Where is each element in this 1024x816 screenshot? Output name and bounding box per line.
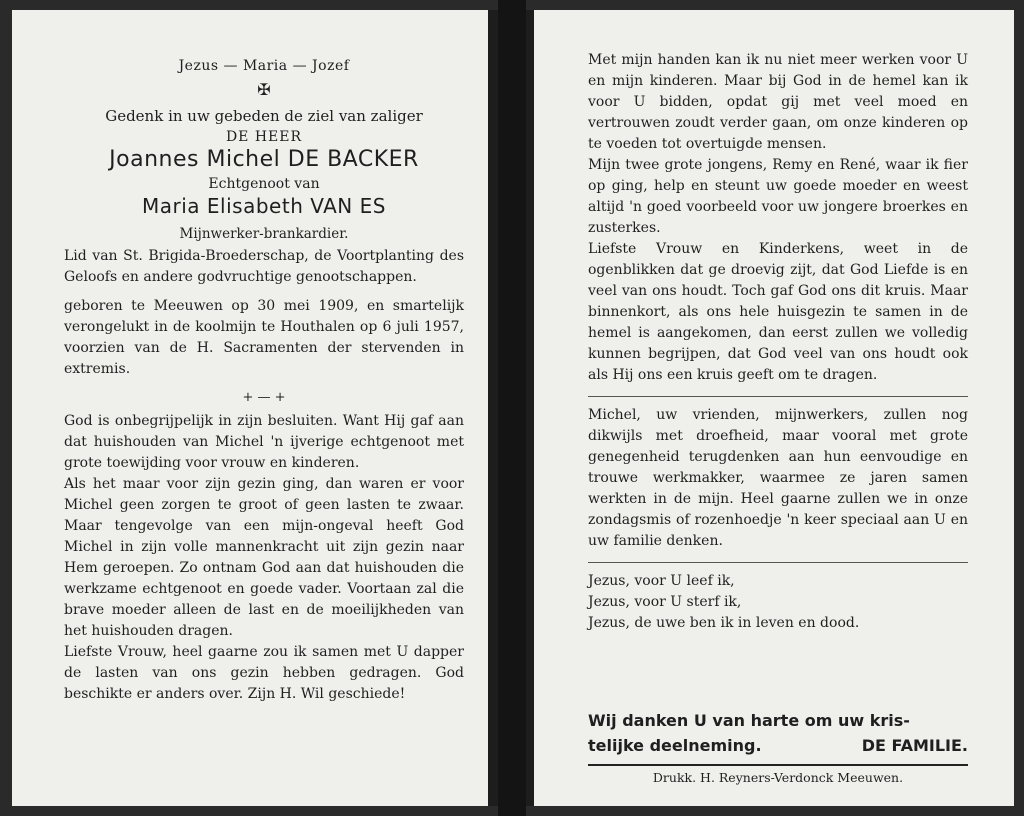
prayer-line-3: Jezus, de uwe ben ik in leven en dood. [588, 615, 860, 631]
bottom-rule [588, 764, 968, 766]
right-card [526, 10, 1014, 806]
thanks-line-2-row [588, 733, 968, 758]
right-paragraph-2: Mijn twee grote jongens, Remy en René, waar ik fier op ging, help en steunt uw goede moeder en weest altijd 'n goed voorbeeld voor uw jongere broerkes en zusterkes. [588, 157, 968, 236]
divider [588, 396, 968, 397]
deceased-name: Joannes Michel DE BACKER [109, 147, 419, 172]
left-card [12, 10, 498, 806]
spouse-label: Echtgenoot van [208, 176, 320, 192]
right-content [588, 50, 968, 785]
family-signature: DE FAMILIE. [861, 736, 968, 755]
right-paragraph-4: Michel, uw vrienden, mijnwerkers, zullen nog dikwijls met droefheid, maar vooral met grote genegenheid terugdenken aan hun eenvoudige en trouwe werkmakker, waarmee ze jaren samen werkten in de mijn. Heel gaarne zullen we in onze zondagsmis of rozenhoedje 'n keer speciaal aan U en uw familie denken. [588, 407, 968, 549]
membership-text: Lid van St. Brigida-Broederschap, de Voortplanting des Geloofs en andere godvruchtige genootschappen. [64, 248, 464, 285]
right-paragraph-1: Met mijn handen kan ik nu niet meer werken voor U en mijn kinderen. Maar bij God in de hemel kan ik voor U bidden, opdat gij met veel moed en vertrouwen zoudt verder gaan, om onze kinderen op te voeden tot overtuigde mensen. [588, 52, 968, 152]
left-paragraph-2: Als het maar voor zijn gezin ging, dan waren er voor Michel geen zorgen te groot of geen lasten te zwaar. Maar tengevolge van een mijn-ongeval heeft God Michel in zijn volle mannenkracht uit zijn gezin naar Hem geroepen. Zo ontnam God aan dat huishouden die werkzame echtgenoot en goede vader. Voortaan zal die brave moeder alleen de last en de moeilijkheden van het huishouden dragen. [64, 476, 464, 639]
thanks-line-2: telijke deelneming. [588, 736, 762, 755]
thanks-block [588, 708, 968, 758]
divider [588, 562, 968, 563]
birth-death-text: geboren te Meeuwen op 30 mei 1909, en smartelijk verongelukt in de koolmijn te Houthalen op 6 juli 1957, voorzien van de H. Sacramenten der stervenden in extremis. [64, 298, 464, 377]
left-paragraph-3: Liefste Vrouw, heel gaarne zou ik samen met U dapper de lasten van ons gezin hebben gedragen. God beschikte er anders over. Zijn H. Wil geschiede! [64, 644, 464, 702]
saints-line: Jezus — Maria — Jozef [178, 58, 350, 74]
right-paragraph-3: Liefste Vrouw en Kinderkens, weet in de ogenblikken dat ge droevig zijt, dat God Liefde is en veel van ons houdt. Toch gaf God ons dit kruis. Maar binnenkort, als ons hele huisgezin te samen in de hemel is aangekomen, dan eerst zullen we volledig kunnen begrijpen, dat God veel van ons houdt ook als Hij ons een kruis geeft om te dragen. [588, 241, 968, 383]
prayer-line-1: Jezus, voor U leef ik, [588, 573, 735, 589]
intro-line: Gedenk in uw gebeden de ziel van zaliger [105, 107, 423, 125]
printer-credit: Drukk. H. Reyners-Verdonck Meeuwen. [652, 770, 904, 785]
spouse-name: Maria Elisabeth VAN ES [142, 194, 386, 218]
occupation: Mijnwerker-brankardier. [179, 226, 349, 242]
thanks-line-1: Wij danken U van harte om uw kris- [588, 711, 910, 730]
section-separator: + — + [242, 390, 286, 405]
card-fold [498, 0, 526, 816]
cross-icon: ✠ [257, 80, 271, 99]
left-paragraph-1: God is onbegrijpelijk in zijn besluiten. Want Hij gaf aan dat huishouden van Michel 'n ijverige echtgenoot met grote toewijding voor vrouw en kinderen. [64, 413, 464, 471]
left-content [64, 50, 464, 705]
honorific: DE HEER [225, 129, 303, 145]
prayer-line-2: Jezus, voor U sterf ik, [588, 594, 742, 610]
